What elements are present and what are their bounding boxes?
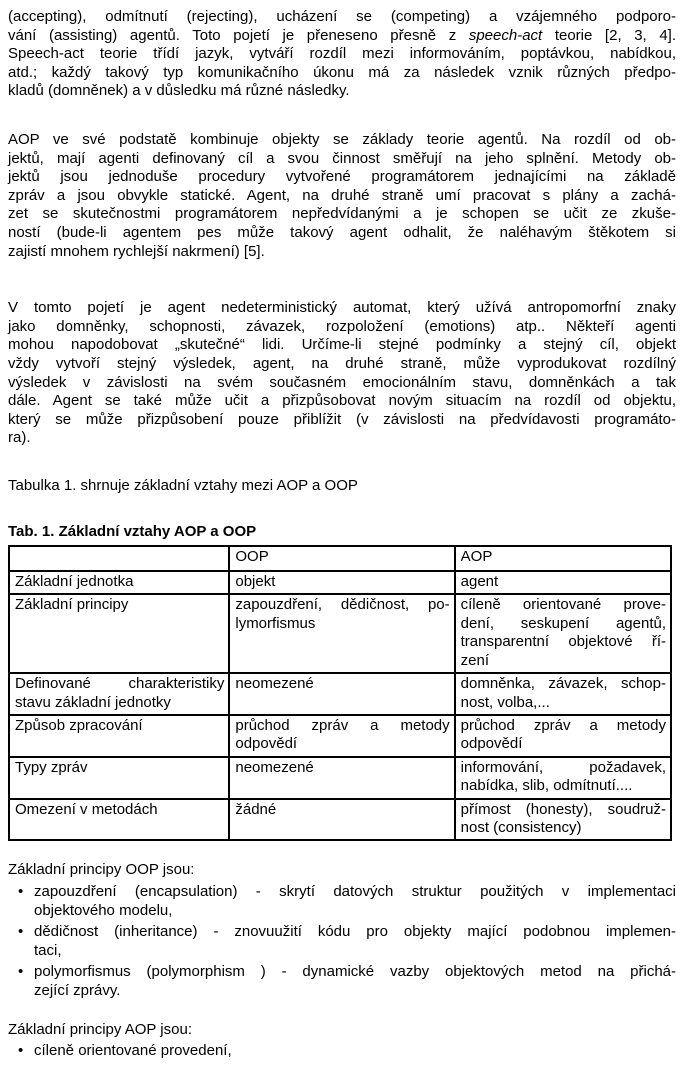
text-line: Základní principy (15, 596, 129, 614)
text-line: kladů (domněnek) a v důsledku má různé následky. (8, 82, 350, 100)
text-line: domněnka, závazek, schop- (460, 675, 666, 693)
text-line: jektů, mají agenti definovaný cíl a svou činnost směřují na jeho splnění. Metody ob- (8, 149, 676, 167)
table-header-oop: OOP (229, 546, 454, 571)
oop-cell (229, 757, 454, 799)
text-line: lymorfismus (235, 614, 316, 632)
text-line: Typy zpráv (15, 758, 88, 776)
paragraph-speech-act (8, 8, 676, 101)
text-line: atd.; každý takový typ komunikačního úkonu má za následek vznik různých předpo- (8, 63, 676, 81)
text-line: dále. Agent se také může učit a přizpůsobovat novým situacím na rozdíl od objektu, (8, 392, 676, 410)
text-line: (accepting), odmítnutí (rejecting), ucházení se (competing) a vzájemného podporo- (8, 8, 676, 25)
row-label-cell (9, 757, 229, 799)
text-line: stavu základní jednotky (15, 693, 171, 711)
text-line: cíleně orientované provedení, (34, 1042, 232, 1060)
paragraph-aop-combines-objects (8, 131, 676, 261)
oop-cell (229, 673, 454, 715)
aop-principles-heading: Základní principy AOP jsou: (8, 1020, 192, 1038)
text-line: objektového modelu, (34, 901, 173, 919)
text-line: mohou napodobovat „skutečné“ lidi. Určíme-li stejné podmínky a stejný cíl, objekt (8, 336, 676, 354)
aop-cell (455, 673, 671, 715)
bullet-icon: • (18, 923, 24, 941)
text-line: průchod zpráv a metody (235, 716, 450, 734)
text-line: zpráv a jsou obvykle statické. Agent, na druhé straně umí pracovat s plány a zachá- (8, 186, 676, 204)
text-line: polymorfismus (polymorphism ) - dynamické vazby objektových metod na přichá- (34, 963, 676, 981)
text-line: agent (460, 573, 499, 591)
bullet-icon: • (18, 1042, 24, 1060)
table-row-typy-zprav (9, 757, 671, 799)
aop-cell (455, 757, 671, 799)
text-line: zapouzdření (encapsulation) - skrytí datových struktur použitých v implementaci (34, 882, 676, 900)
text-line: ností (bude-li agentem pes může takový agent odhalit, že naléhavým štěkotem si (8, 223, 676, 241)
text-line: neomezené (235, 675, 314, 693)
text-line: zapouzdření, dědičnost, po- (235, 596, 450, 614)
oop-principles-heading: Základní principy OOP jsou: (8, 861, 195, 879)
text-line: vání (assisting) agentů. Toto pojetí je přeneseno přesně z speech-act teorie [2, 3, 4]. (8, 26, 676, 44)
text-line: vždy vytvoří stejný výsledek, agent, na druhé straně, může vyprodukovat rozdílný (8, 354, 676, 372)
text-line: nost (consistency) (460, 818, 582, 836)
table-row-zpusob-zpracovani (9, 715, 671, 757)
table-row-zakladni-principy (9, 594, 671, 673)
table-header-aop: AOP (455, 546, 671, 571)
text-line: transparentní objektové ří- (460, 633, 666, 651)
row-label-cell (9, 594, 229, 673)
text-line: přímost (honesty), soudruž- (460, 800, 666, 818)
table-row-definovane-charakteristiky (9, 673, 671, 715)
bullet-icon: • (18, 882, 24, 900)
list-item-polymorphism (8, 963, 676, 1000)
text-line: jako domněnky, schopnosti, závazek, rozpoložení (emotions) atp.. Někteří agenti (8, 317, 676, 335)
row-label-cell (9, 571, 229, 594)
list-item-goal-oriented (8, 1042, 676, 1061)
text-line: informování, požadavek, (460, 758, 666, 776)
text-line: který se může přizpůsobení pouze přiblížit (v závislosti na předvídavosti programáto- (8, 410, 676, 428)
list-item-encapsulation (8, 883, 676, 920)
oop-cell (229, 594, 454, 673)
table-row-zakladni-jednotka (9, 571, 671, 594)
aop-cell (455, 715, 671, 757)
text-line: taci, (34, 941, 62, 959)
row-label-cell (9, 799, 229, 841)
text-line: dědičnost (inheritance) - znovuužití kódu pro objekty mající podobnou implemen- (34, 923, 676, 941)
table-intro-text: Tabulka 1. shrnuje základní vztahy mezi AOP a OOP (8, 476, 358, 494)
oop-cell (229, 715, 454, 757)
oop-principles-list (8, 883, 676, 1001)
aop-oop-comparison-table (8, 545, 672, 841)
table-header-row (9, 546, 671, 571)
text-line: žádné (235, 800, 277, 818)
bullet-icon: • (18, 963, 24, 981)
paragraph-agent-nondeterministic (8, 299, 676, 448)
text-line: odpovědí (460, 735, 523, 753)
text-line: výsledek v závislosti na svém současném emocionálním stavu, domněnkách a tak (8, 373, 676, 391)
aop-cell (455, 799, 671, 841)
aop-principles-list (8, 1042, 676, 1061)
text-line: odpovědí (235, 735, 298, 753)
text-line: zení (460, 651, 489, 669)
text-line: nost, volba,... (460, 693, 550, 711)
row-label-cell (9, 715, 229, 757)
row-label-cell (9, 673, 229, 715)
text-line: cíleně orientované prove- (460, 596, 666, 614)
text-line: zející zprávy. (34, 981, 121, 999)
oop-cell (229, 571, 454, 594)
text-line: Základní jednotka (15, 573, 134, 591)
text-line: průchod zpráv a metody (460, 716, 666, 734)
text-line: nabídka, slib, odmítnutí.... (460, 777, 633, 795)
aop-cell (455, 571, 671, 594)
text-line: zajistí mnohem rychlejší nakrmení) [5]. (8, 242, 265, 260)
table-caption: Tab. 1. Základní vztahy AOP a OOP (8, 523, 257, 541)
oop-cell (229, 799, 454, 841)
text-line: Způsob zpracování (15, 716, 143, 734)
text-line: neomezené (235, 758, 314, 776)
text-line: Definované charakteristiky (15, 675, 225, 693)
list-item-inheritance (8, 923, 676, 960)
table-header-empty (9, 546, 229, 571)
text-line: V tomto pojetí je agent nedeterministický automat, který užívá antropomorfní znaky (8, 299, 676, 317)
text-line: Speech-act teorie třídí jazyk, vytváří rozdíl mezi informováním, poptávkou, nabídkou, (8, 45, 676, 63)
text-line: Omezení v metodách (15, 800, 158, 818)
text-line: dení, seskupení agentů, (460, 614, 666, 632)
text-line: ra). (8, 429, 31, 447)
table-row-omezeni-v-metodach (9, 799, 671, 841)
text-line: zet se skutečnostmi programátorem nepředvídanými a je schopen se učit ze zkuše- (8, 205, 676, 223)
text-line: objekt (235, 573, 276, 591)
text-line: AOP ve své podstatě kombinuje objekty se základy teorie agentů. Na rozdíl od ob- (8, 130, 676, 148)
text-line: jektů jsou jednoduše procedury vytvořené programátorem jednajícími na základě (8, 168, 676, 186)
aop-cell (455, 594, 671, 673)
